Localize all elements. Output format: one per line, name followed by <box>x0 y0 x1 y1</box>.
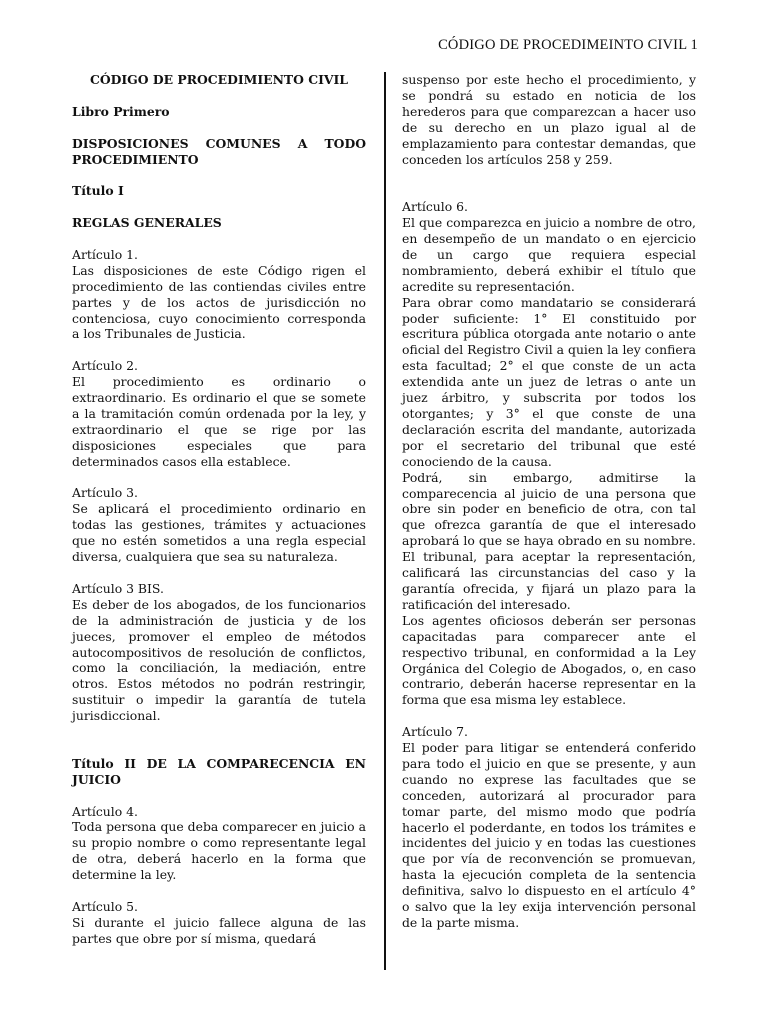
article-6-paragraph-2: Para obrar como mandatario se considerará poder suficiente: 1° El constituido por escritura pública otorgada ante notario o ante oficial del Registro Civil a quien la ley confiera esta facultad; 2° el que conste de un acta extendida ante un juez de letras o ante un juez árbitro, y subscrita por todos los otorgantes; y 3° el que conste de una declaración escrita del mandante, autorizada por el secretario del tribunal que esté conociendo de la causa. <box>402 294 696 469</box>
book-heading: Libro Primero <box>72 103 170 119</box>
document-title: CÓDIGO DE PROCEDIMIENTO CIVIL <box>89 72 349 87</box>
article-5-text: Si durante el juicio fallece alguna de las partes que obre por sí misma, quedará <box>72 914 366 946</box>
article-5-continuation: suspenso por este hecho el procedimiento, y se pondrá su estado en noticia de los herederos para que comparezcan a hacer uso de su derecho en un plazo igual al de emplazamiento para contestar demandas, que conceden los artículos 258 y 259. <box>402 72 696 167</box>
article-6-title: Artículo 6. <box>402 199 468 215</box>
article-7-text: El poder para litigar se entenderá conferido para todo el juicio en que se presente, y aun cuando no exprese las facultades que se conceden, autorizará al procurador para tomar parte, del mismo modo que podría hacerlo el poderdante, en todos los trámites e incidentes del juicio y en todas las cuestiones que por vía de reconvención se promuevan, hasta la ejecución completa de la sentencia definitiva, salvo lo dispuesto en el artículo 4° o salvo que la ley exija intervención personal de la parte misma. <box>402 740 696 930</box>
article-3bis-text: Es deber de los abogados, de los funcionarios de la administración de justicia y de los jueces, promover el empleo de métodos autocompositivos de resolución de conflictos, como la conciliación, la mediación, entre otros. Estos métodos no podrán restringir, sustituir o impedir la garantía de tutela jurisdiccional. <box>72 596 366 724</box>
left-column <box>72 72 366 947</box>
right-column <box>402 72 696 931</box>
article-2-title: Artículo 2. <box>72 358 138 374</box>
article-2-text: El procedimiento es ordinario o extraordinario. Es ordinario el que se somete a la tramitación común ordenada por la ley, y extraordinario el que se rige por las disposiciones especiales que para determinados casos ella establece. <box>72 374 366 469</box>
article-6-paragraph-1: El que comparezca en juicio a nombre de otro, en desempeño de un mandato o en ejercicio de un cargo que requiera especial nombramiento, deberá exhibir el título que acredite su representación. <box>402 215 696 294</box>
column-divider <box>384 72 386 970</box>
article-4-title: Artículo 4. <box>72 803 138 819</box>
article-1-text: Las disposiciones de este Código rigen el procedimiento de las contiendas civiles entre partes y de los actos de jurisdicción no contenciosa, cuyo conocimiento corresponda a los Tribunales de Justicia. <box>72 262 366 342</box>
article-1-title: Artículo 1. <box>72 246 138 262</box>
article-7-title: Artículo 7. <box>402 724 468 740</box>
title-1-heading: Título I <box>72 183 124 199</box>
running-header: CÓDIGO DE PROCEDIMEINTO CIVIL 1 <box>438 37 698 53</box>
article-3-title: Artículo 3. <box>72 485 138 501</box>
article-6-paragraph-3: Podrá, sin embargo, admitirse la comparecencia al juicio de una persona que obre sin poder en beneficio de otra, con tal que ofrezca garantía de que el interesado aprobará lo que se haya obrado en su nombre. El tribunal, para aceptar la representación, calificará las circunstancias del caso y la garantía ofrecida, y fijará un plazo para la ratificación del interesado. <box>402 469 696 612</box>
article-6-paragraph-4: Los agentes oficiosos deberán ser personas capacitadas para comparecer ante el respectivo tribunal, en conformidad a la Ley Orgánica del Colegio de Abogados, o, en caso contrario, deberán hacerse representar en la forma que esa misma ley establece. <box>402 612 696 708</box>
article-3bis-title: Artículo 3 BIS. <box>72 580 164 596</box>
article-3-text: Se aplicará el procedimiento ordinario en todas las gestiones, trámites y actuaciones que no estén sometidos a una regla especial diversa, cualquiera que sea su naturaleza. <box>72 501 366 565</box>
title-1-name: REGLAS GENERALES <box>72 215 222 231</box>
article-4-text: Toda persona que deba comparecer en juicio a su propio nombre o como representante legal de otra, deberá hacerlo en la forma que determine la ley. <box>72 819 366 883</box>
title-2-heading: Título II DE LA COMPARECENCIA EN JUICIO <box>72 755 366 787</box>
section-heading: DISPOSICIONES COMUNES A TODO PROCEDIMIENTO <box>72 135 366 167</box>
article-5-title: Artículo 5. <box>72 898 138 914</box>
